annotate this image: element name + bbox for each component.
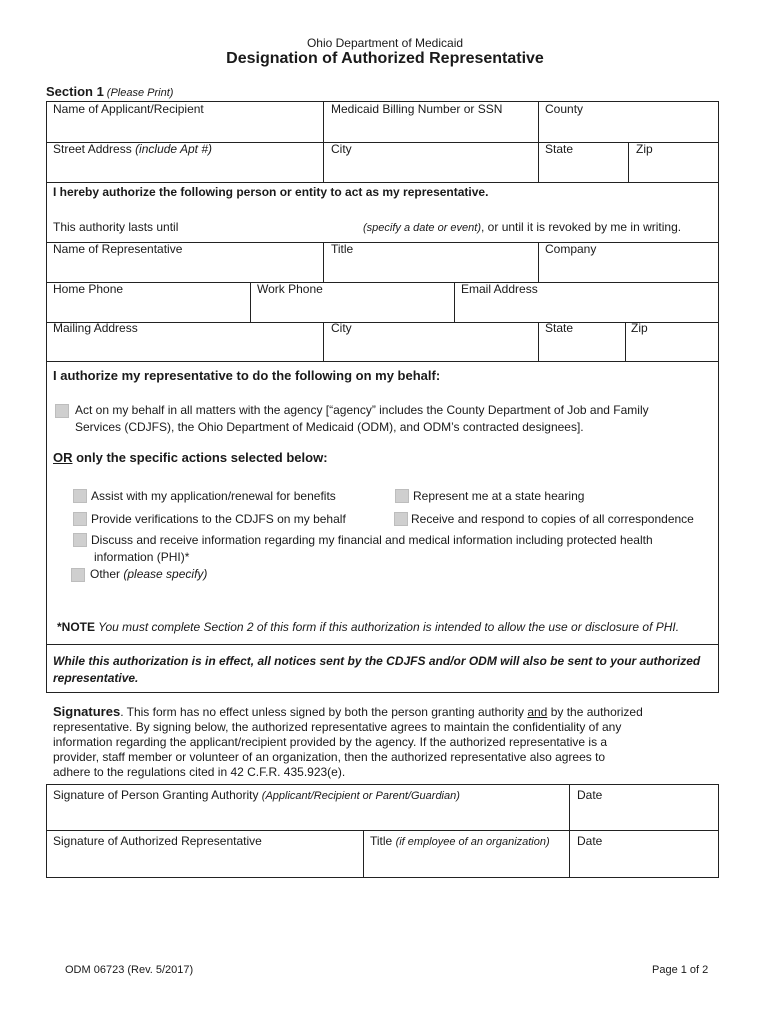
or-heading: [53, 450, 328, 465]
signatures-line2: representative. By signing below, the authorized representative agrees to maintain the confidentiality of any: [53, 720, 622, 734]
rep-title-text: Title: [370, 834, 396, 848]
section1-heading: [46, 84, 173, 99]
divider: [46, 692, 719, 693]
authorize-heading: I hereby authorize the following person or entity to act as my representative.: [53, 185, 489, 199]
or-rest: only the specific actions selected below:: [72, 450, 328, 465]
signatures-line5: adhere to the regulations cited in 42 C.F.R. 435.923(e).: [53, 765, 346, 779]
signatures-line1-end: by the authorized: [547, 705, 643, 719]
email-label: Email Address: [461, 282, 538, 296]
other-note: (please specify): [123, 567, 208, 581]
state2-label: State: [545, 321, 574, 335]
assist-checkbox[interactable]: [73, 489, 87, 503]
divider: [628, 142, 629, 183]
applicant-name-label: Name of Applicant/Recipient: [53, 102, 204, 116]
divider: [718, 784, 719, 878]
verify-label: Provide verifications to the CDJFS on my behalf: [91, 512, 346, 526]
revoked-text: , or until it is revoked by me in writing.: [481, 220, 682, 234]
revoke-clause: [363, 220, 681, 234]
verify-checkbox[interactable]: [73, 512, 87, 526]
discuss-checkbox[interactable]: [73, 533, 87, 547]
rep-title-label: [370, 834, 550, 848]
phi-note: [57, 620, 679, 634]
actions-heading: I authorize my representative to do the following on my behalf:: [53, 368, 441, 383]
divider: [363, 830, 364, 878]
all-matters-checkbox[interactable]: [55, 404, 69, 418]
rep-signature-label: Signature of Authorized Representative: [53, 834, 262, 848]
agency-name: Ohio Department of Medicaid: [306, 36, 464, 50]
state-label: State: [545, 142, 574, 156]
discuss-text: [91, 533, 711, 565]
work-phone-label: Work Phone: [257, 282, 323, 296]
divider: [46, 830, 719, 831]
divider: [454, 282, 455, 323]
rep-name-label: Name of Representative: [53, 242, 183, 256]
hearing-label: Represent me at a state hearing: [413, 489, 585, 503]
zip-label: Zip: [636, 142, 653, 156]
section1-label: Section 1: [46, 84, 104, 99]
title-label: Title: [331, 242, 354, 256]
mailing-address-label: Mailing Address: [53, 321, 138, 335]
city2-label: City: [331, 321, 352, 335]
billing-number-label: Medicaid Billing Number or SSN: [331, 102, 503, 116]
table-right-border: [718, 101, 719, 693]
other-label: [90, 567, 207, 581]
table-left-border: [46, 101, 47, 693]
signatures-paragraph: [53, 704, 718, 780]
signatures-heading: Signatures: [53, 704, 121, 719]
divider: [323, 322, 324, 362]
notice-line2: representative.: [53, 671, 139, 685]
date2-label: Date: [577, 834, 603, 848]
notice-text: [53, 653, 713, 687]
divider: [46, 877, 719, 878]
divider: [46, 784, 719, 785]
form-title: Designation of Authorized Representative: [226, 50, 544, 67]
city-label: City: [331, 142, 352, 156]
street-address-note: (include Apt #): [135, 142, 212, 156]
divider: [250, 282, 251, 323]
home-phone-label: Home Phone: [53, 282, 124, 296]
street-address-label: [53, 142, 212, 156]
divider: [46, 784, 47, 878]
and-word: and: [527, 705, 548, 719]
all-matters-text: [75, 403, 715, 435]
section1-note: (Please Print): [106, 87, 174, 99]
divider: [323, 242, 324, 283]
signatures-line4: provider, staff member or volunteer of an organization, then the authorized representative also agrees to: [53, 750, 606, 764]
divider: [625, 322, 626, 362]
zip2-label: Zip: [631, 321, 648, 335]
specify-note: (specify a date or event): [363, 222, 482, 234]
granting-signature-label: [53, 788, 460, 802]
page-number: Page 1 of 2: [652, 964, 709, 976]
divider: [538, 322, 539, 362]
divider: [46, 361, 719, 362]
correspondence-label: Receive and respond to copies of all correspondence: [411, 512, 694, 526]
divider: [46, 182, 719, 183]
form-id: ODM 06723 (Rev. 5/2017): [65, 964, 194, 976]
divider: [46, 322, 719, 323]
all-matters-line1: Act on my behalf in all matters with the agency [“agency” includes the County Department of Job and Family: [75, 403, 649, 417]
notice-line1: While this authorization is in effect, all notices sent by the CDJFS and/or ODM will also be sent to your authorized: [53, 654, 701, 668]
discuss-line1: Discuss and receive information regarding my financial and medical information including protected health: [91, 533, 653, 547]
rep-title-note: (if employee of an organization): [395, 836, 550, 848]
note-text: You must complete Section 2 of this form if this authorization is intended to allow the use or disclosure of PHI.: [95, 620, 680, 634]
granting-label: Signature of Person Granting Authority: [53, 788, 262, 802]
signatures-line3: information regarding the applicant/recipient provided by the agency. If the authorized representative is a: [53, 735, 608, 749]
hearing-checkbox[interactable]: [395, 489, 409, 503]
granting-note: (Applicant/Recipient or Parent/Guardian): [261, 790, 460, 802]
signatures-line1: . This form has no effect unless signed by both the person granting authority: [120, 705, 528, 719]
divider: [538, 242, 539, 283]
other-checkbox[interactable]: [71, 568, 85, 582]
date1-label: Date: [577, 788, 603, 802]
note-label: *NOTE: [57, 620, 96, 634]
street-address-text: Street Address: [53, 142, 132, 156]
divider: [46, 282, 719, 283]
other-text: Other: [90, 567, 121, 581]
lasts-until-label: This authority lasts until: [53, 220, 179, 234]
divider: [46, 644, 719, 645]
county-label: County: [545, 102, 584, 116]
or-word: OR: [53, 450, 73, 465]
assist-label: Assist with my application/renewal for benefits: [91, 489, 336, 503]
divider: [569, 784, 570, 878]
correspondence-checkbox[interactable]: [394, 512, 408, 526]
discuss-line2: information (PHI)*: [94, 550, 190, 564]
company-label: Company: [545, 242, 597, 256]
all-matters-line2: Services (CDJFS), the Ohio Department of Medicaid (ODM), and ODM’s contracted designees].: [75, 420, 584, 434]
